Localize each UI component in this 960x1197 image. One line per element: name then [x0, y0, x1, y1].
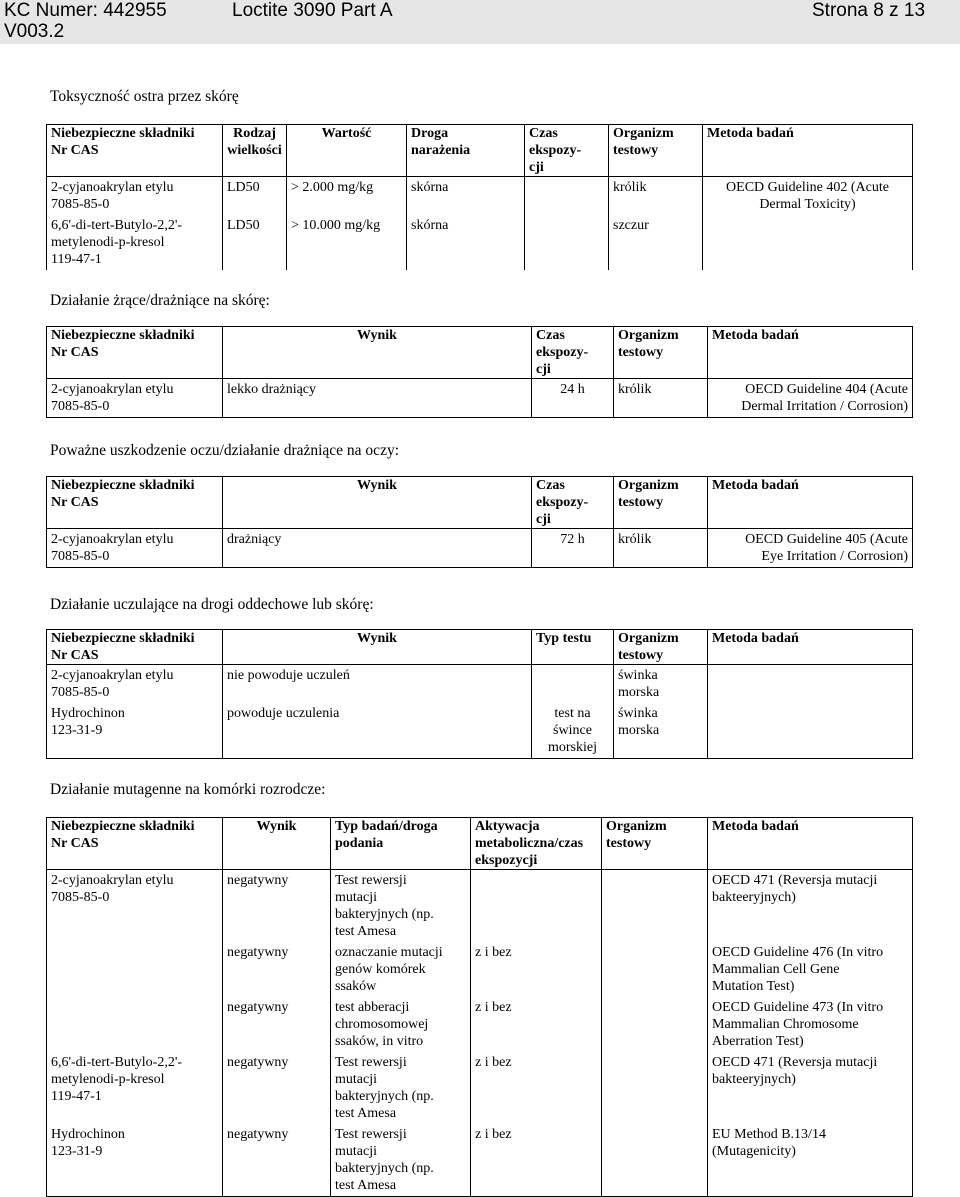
cell-substance: 2-cyjanoakrylan etylu 7085-85-0: [47, 665, 223, 704]
cell-method: OECD Guideline 473 (In vitro Mammalian Chromosome Aberration Test): [708, 997, 913, 1052]
cell-substance: 2-cyjanoakrylan etylu 7085-85-0: [47, 870, 223, 943]
col-header-substance: Niebezpieczne składniki Nr CAS: [47, 818, 223, 870]
table-row: [47, 703, 913, 759]
col-header-value: Wartość: [287, 125, 407, 177]
cell-method: OECD 471 (Reversja mutacji bakteeryjnych): [708, 1052, 913, 1124]
cell-organism: [602, 870, 708, 943]
cell-type: LD50: [223, 215, 287, 270]
col-header-route: Droga narażenia: [407, 125, 525, 177]
table-row: [47, 942, 913, 997]
cell-method: OECD Guideline 405 (Acute Eye Irritation / Corrosion): [708, 529, 913, 568]
cell-activation: [471, 870, 602, 943]
col-header-time: Czas ekspozy- cji: [532, 327, 614, 379]
table-sensitisation: [46, 629, 913, 759]
cell-result: negatywny: [223, 870, 331, 943]
cell-activation: z i bez: [471, 1124, 602, 1197]
cell-method: OECD Guideline 404 (Acute Dermal Irritation / Corrosion): [708, 379, 913, 418]
section-title-sensitisation: Działanie uczulające na drogi oddechowe lub skórę:: [50, 596, 374, 613]
table-row: [47, 177, 913, 216]
cell-time: [525, 177, 609, 216]
col-header-organism: Organizm testowy: [614, 327, 708, 379]
cell-type: LD50: [223, 177, 287, 216]
cell-result: negatywny: [223, 942, 331, 997]
cell-substance: 2-cyjanoakrylan etylu 7085-85-0: [47, 379, 223, 418]
table-row: [47, 1052, 913, 1124]
cell-substance: 6,6'-di-tert-Butylo-2,2'- metylenodi-p-kresol 119-47-1: [47, 215, 223, 270]
col-header-activation: Aktywacja metaboliczna/czas ekspozycji: [471, 818, 602, 870]
kc-number: KC Numer: 442955: [4, 0, 167, 21]
table-row: [47, 379, 913, 418]
col-header-method: Metoda badań: [708, 477, 913, 529]
col-header-result: Wynik: [223, 327, 532, 379]
cell-activation: z i bez: [471, 942, 602, 997]
col-header-organism: Organizm testowy: [602, 818, 708, 870]
table-acute-dermal: [46, 124, 913, 270]
table-header-row: [47, 477, 913, 529]
cell-value: > 2.000 mg/kg: [287, 177, 407, 216]
cell-result: lekko drażniący: [223, 379, 532, 418]
table-row: [47, 997, 913, 1052]
table-skin-corrosion: [46, 326, 913, 418]
cell-result: negatywny: [223, 997, 331, 1052]
col-header-organism: Organizm testowy: [614, 477, 708, 529]
cell-test-type: test na śwince morskiej: [532, 703, 614, 759]
cell-organism: świnka morska: [614, 703, 708, 759]
cell-result: negatywny: [223, 1124, 331, 1197]
cell-substance: 2-cyjanoakrylan etylu 7085-85-0: [47, 177, 223, 216]
col-header-result: Wynik: [223, 630, 532, 665]
cell-method: [703, 215, 913, 270]
cell-organism: [602, 1124, 708, 1197]
cell-method: OECD Guideline 402 (Acute Dermal Toxicity): [703, 177, 913, 216]
cell-substance: 2-cyjanoakrylan etylu 7085-85-0: [47, 529, 223, 568]
col-header-method: Metoda badań: [708, 327, 913, 379]
cell-organism: [602, 942, 708, 997]
col-header-method: Metoda badań: [708, 818, 913, 870]
table-row: [47, 870, 913, 943]
table-eye-damage: [46, 476, 913, 568]
table-header-row: [47, 327, 913, 379]
col-header-result: Wynik: [223, 818, 331, 870]
cell-test-type: Test rewersji mutacji bakteryjnych (np. test Amesa: [331, 1052, 471, 1124]
cell-organism: [602, 997, 708, 1052]
cell-test-type: Test rewersji mutacji bakteryjnych (np. test Amesa: [331, 870, 471, 943]
cell-organism: królik: [609, 177, 703, 216]
cell-time: 72 h: [532, 529, 614, 568]
col-header-result: Wynik: [223, 477, 532, 529]
col-header-method: Metoda badań: [708, 630, 913, 665]
cell-substance: Hydrochinon 123-31-9: [47, 703, 223, 759]
cell-result: powoduje uczulenia: [223, 703, 532, 759]
col-header-substance: Niebezpieczne składniki Nr CAS: [47, 125, 223, 177]
col-header-time: Czas ekspozy- cji: [525, 125, 609, 177]
table-header-row: [47, 125, 913, 177]
table-row: [47, 215, 913, 270]
cell-organism: królik: [614, 379, 708, 418]
cell-substance: [47, 997, 223, 1052]
col-header-substance: Niebezpieczne składniki Nr CAS: [47, 630, 223, 665]
section-title-mutagenicity: Działanie mutagenne na komórki rozrodcze:: [50, 781, 326, 798]
cell-result: nie powoduje uczuleń: [223, 665, 532, 704]
table-row: [47, 665, 913, 704]
table-row: [47, 1124, 913, 1197]
cell-test-type: [532, 665, 614, 704]
table-header-row: [47, 630, 913, 665]
cell-route: skórna: [407, 215, 525, 270]
cell-method: [708, 665, 913, 704]
col-header-substance: Niebezpieczne składniki Nr CAS: [47, 477, 223, 529]
table-header-row: [47, 818, 913, 870]
cell-organism: [602, 1052, 708, 1124]
col-header-time: Czas ekspozy- cji: [532, 477, 614, 529]
col-header-test-type: Typ badań/droga podania: [331, 818, 471, 870]
cell-method: OECD Guideline 476 (In vitro Mammalian Cell Gene Mutation Test): [708, 942, 913, 997]
cell-organism: świnka morska: [614, 665, 708, 704]
cell-activation: z i bez: [471, 997, 602, 1052]
table-mutagenicity: [46, 817, 913, 1197]
cell-time: [525, 215, 609, 270]
cell-method: [708, 703, 913, 759]
cell-test-type: test abberacji chromosomowej ssaków, in vitro: [331, 997, 471, 1052]
cell-test-type: oznaczanie mutacji genów komórek ssaków: [331, 942, 471, 997]
cell-route: skórna: [407, 177, 525, 216]
col-header-organism: Organizm testowy: [609, 125, 703, 177]
cell-result: drażniący: [223, 529, 532, 568]
cell-organism: królik: [614, 529, 708, 568]
section-title-acute-dermal: Toksyczność ostra przez skórę: [50, 88, 239, 105]
cell-activation: z i bez: [471, 1052, 602, 1124]
document-header: [0, 0, 960, 44]
cell-substance: Hydrochinon 123-31-9: [47, 1124, 223, 1197]
section-title-eye-damage: Poważne uszkodzenie oczu/działanie drażniące na oczy:: [50, 442, 399, 459]
section-title-skin-corrosion: Działanie żrące/drażniące na skórę:: [50, 292, 270, 309]
table-row: [47, 529, 913, 568]
cell-method: OECD 471 (Reversja mutacji bakteeryjnych): [708, 870, 913, 943]
cell-organism: szczur: [609, 215, 703, 270]
col-header-organism: Organizm testowy: [614, 630, 708, 665]
cell-method: EU Method B.13/14 (Mutagenicity): [708, 1124, 913, 1197]
col-header-type: Rodzaj wielkości: [223, 125, 287, 177]
col-header-substance: Niebezpieczne składniki Nr CAS: [47, 327, 223, 379]
cell-value: > 10.000 mg/kg: [287, 215, 407, 270]
product-name: Loctite 3090 Part A: [232, 0, 393, 21]
cell-test-type: Test rewersji mutacji bakteryjnych (np. test Amesa: [331, 1124, 471, 1197]
cell-substance: [47, 942, 223, 997]
cell-substance: 6,6'-di-tert-Butylo-2,2'- metylenodi-p-kresol 119-47-1: [47, 1052, 223, 1124]
col-header-method: Metoda badań: [703, 125, 913, 177]
page-number: Strona 8 z 13: [812, 0, 926, 21]
cell-time: 24 h: [532, 379, 614, 418]
col-header-test-type: Typ testu: [532, 630, 614, 665]
cell-result: negatywny: [223, 1052, 331, 1124]
version: V003.2: [4, 21, 65, 42]
